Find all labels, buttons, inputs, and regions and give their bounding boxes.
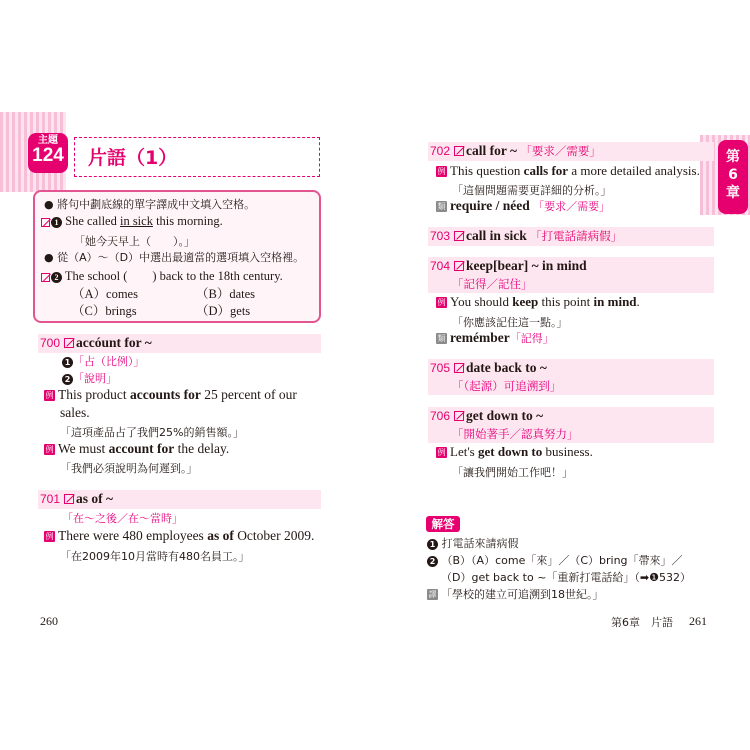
example-icon: 例 — [437, 167, 446, 176]
entry-meaning: 「要求／需要」 — [520, 144, 601, 158]
example-icon: 例 — [45, 532, 54, 541]
synonym-icon: 類 — [437, 334, 446, 343]
entry-700-meaning-1: 1 「占（比例）」 — [62, 353, 145, 369]
entry-701-bar — [38, 490, 321, 509]
number-2-icon: 2 — [51, 272, 62, 283]
entry-700-example-2-zh: 「我們必須說明為何遲到。」 — [60, 462, 198, 475]
entry-meaning: 「打電話請病假」 — [530, 229, 623, 243]
entry-704-example-zh: 「你應該記住這一點。」 — [452, 316, 568, 329]
checkbox-icon — [454, 231, 464, 241]
entry-phrase: keep[bear] ~ in mind — [466, 258, 587, 273]
entry-phrase: accóunt for ~ — [76, 335, 152, 350]
example-icon: 例 — [437, 448, 446, 457]
entry-701-meaning: 「在～之後／在～當時」 — [62, 512, 183, 525]
number-1-icon: 1 — [62, 357, 73, 368]
checkbox-icon — [454, 146, 464, 156]
example-icon: 例 — [437, 298, 446, 307]
option-d: （D）gets — [196, 304, 251, 318]
entry-702-synonym: 類 require / néed 「要求／需要」 — [437, 198, 611, 213]
entry-705-bar — [428, 359, 714, 395]
entry-700-bar — [38, 334, 321, 353]
right-page-number: 261 — [689, 614, 707, 628]
entry-phrase: as of ~ — [76, 491, 114, 506]
checkbox-icon — [454, 411, 464, 421]
entry-number: 706 — [430, 409, 451, 423]
synonym-icon: 類 — [437, 202, 446, 211]
topic-badge-label: 主題 — [38, 135, 58, 146]
entry-706-example: 例 Let's get down to business. — [437, 444, 593, 459]
option-a: （A）comes — [72, 287, 138, 301]
checkbox-icon — [454, 363, 464, 373]
entry-number: 702 — [430, 144, 451, 158]
question-1-zh: 「她今天早上（ ）。」 — [74, 235, 195, 248]
entry-number: 701 — [40, 492, 61, 506]
entry-meaning: 「開始著手／認真努力」 — [452, 427, 579, 441]
entry-703-bar — [428, 227, 714, 246]
number-2-icon: 2 — [427, 556, 438, 567]
entry-700-example-2: 例 We must account for the delay. — [45, 441, 230, 456]
checkbox-icon — [454, 261, 464, 271]
chapter-tab: 第6章 — [718, 140, 748, 214]
option-c: （C）brings — [72, 304, 137, 318]
checkbox-icon — [64, 338, 74, 348]
example-icon: 例 — [45, 391, 54, 400]
entry-706-example-zh: 「讓我們開始工作吧！」 — [452, 466, 573, 479]
entry-704-synonym: 類 remémber「記得」 — [437, 330, 554, 345]
example-icon: 例 — [45, 445, 54, 454]
translation-icon: 譯 — [428, 590, 437, 599]
checkbox-icon — [64, 494, 74, 504]
entry-number: 705 — [430, 361, 451, 375]
answer-2: 2 （B）（A）come「來」／（C）bring「帶來」／ — [427, 552, 683, 568]
entry-number: 703 — [430, 229, 451, 243]
instruction-2: ● 從（A）～（D）中選出最適當的選項填入空格裡。 — [44, 251, 305, 264]
topic-badge-number: 124 — [32, 145, 64, 166]
checkbox-icon — [41, 273, 50, 282]
entry-702-example: 例 This question calls for a more detailed analysis. — [437, 163, 700, 178]
answer-2-cont: （D）get back to ~「重新打電話給」（➡❶532） — [441, 571, 691, 584]
number-1-icon: 1 — [51, 217, 62, 228]
instruction-1: ● 將句中劃底線的單字譯成中文填入空格。 — [44, 198, 256, 211]
entry-702-example-zh: 「這個問題需要更詳細的分析。」 — [452, 184, 612, 197]
checkbox-icon — [41, 218, 50, 227]
entry-meaning: 「（起源）可追溯到」 — [452, 379, 562, 393]
entry-701-example: 例 There were 480 employees as of October 2009. — [45, 528, 315, 543]
running-footer: 第6章 片語 — [611, 616, 673, 629]
answer-1: 1 打電話來請病假 — [427, 535, 519, 551]
topic-badge — [28, 133, 68, 173]
question-2: 2 The school ( ) back to the 18th century. — [41, 266, 283, 284]
number-1-icon: 1 — [427, 539, 438, 550]
entry-700-example-1-cont: sales. — [60, 405, 90, 420]
entry-700-example-1: 例 This product accounts for 25 percent of our — [45, 387, 297, 402]
entry-number: 704 — [430, 259, 451, 273]
answer-2-translation: 譯 「學校的建立可追溯到18世紀。」 — [428, 588, 604, 601]
left-page-number: 260 — [40, 614, 58, 628]
entry-phrase: call for ~ — [466, 143, 518, 158]
entry-number: 700 — [40, 336, 61, 350]
answer-label: 解答 — [426, 516, 460, 532]
entry-700-meaning-2: 2 「說明」 — [62, 370, 117, 386]
entry-phrase: call in sick — [466, 228, 527, 243]
question-1: 1 She called in sick this morning. — [41, 214, 223, 229]
number-2-icon: 2 — [62, 374, 73, 385]
option-b: （B）dates — [196, 287, 256, 301]
entry-702-bar — [428, 142, 714, 161]
entry-meaning: 「記得／記住」 — [452, 277, 533, 291]
entry-phrase: get down to ~ — [466, 408, 544, 423]
entry-phrase: date back to ~ — [466, 360, 547, 375]
entry-704-bar — [428, 257, 714, 293]
entry-700-example-1-zh: 「這項產品占了我們25%的銷售額。」 — [60, 426, 244, 439]
entry-706-bar — [428, 407, 714, 443]
entry-704-example: 例 You should keep this point in mind. — [437, 294, 640, 309]
page-title: 片語（1） — [88, 147, 178, 169]
entry-701-example-zh: 「在2009年10月當時有480名員工。」 — [60, 550, 250, 563]
